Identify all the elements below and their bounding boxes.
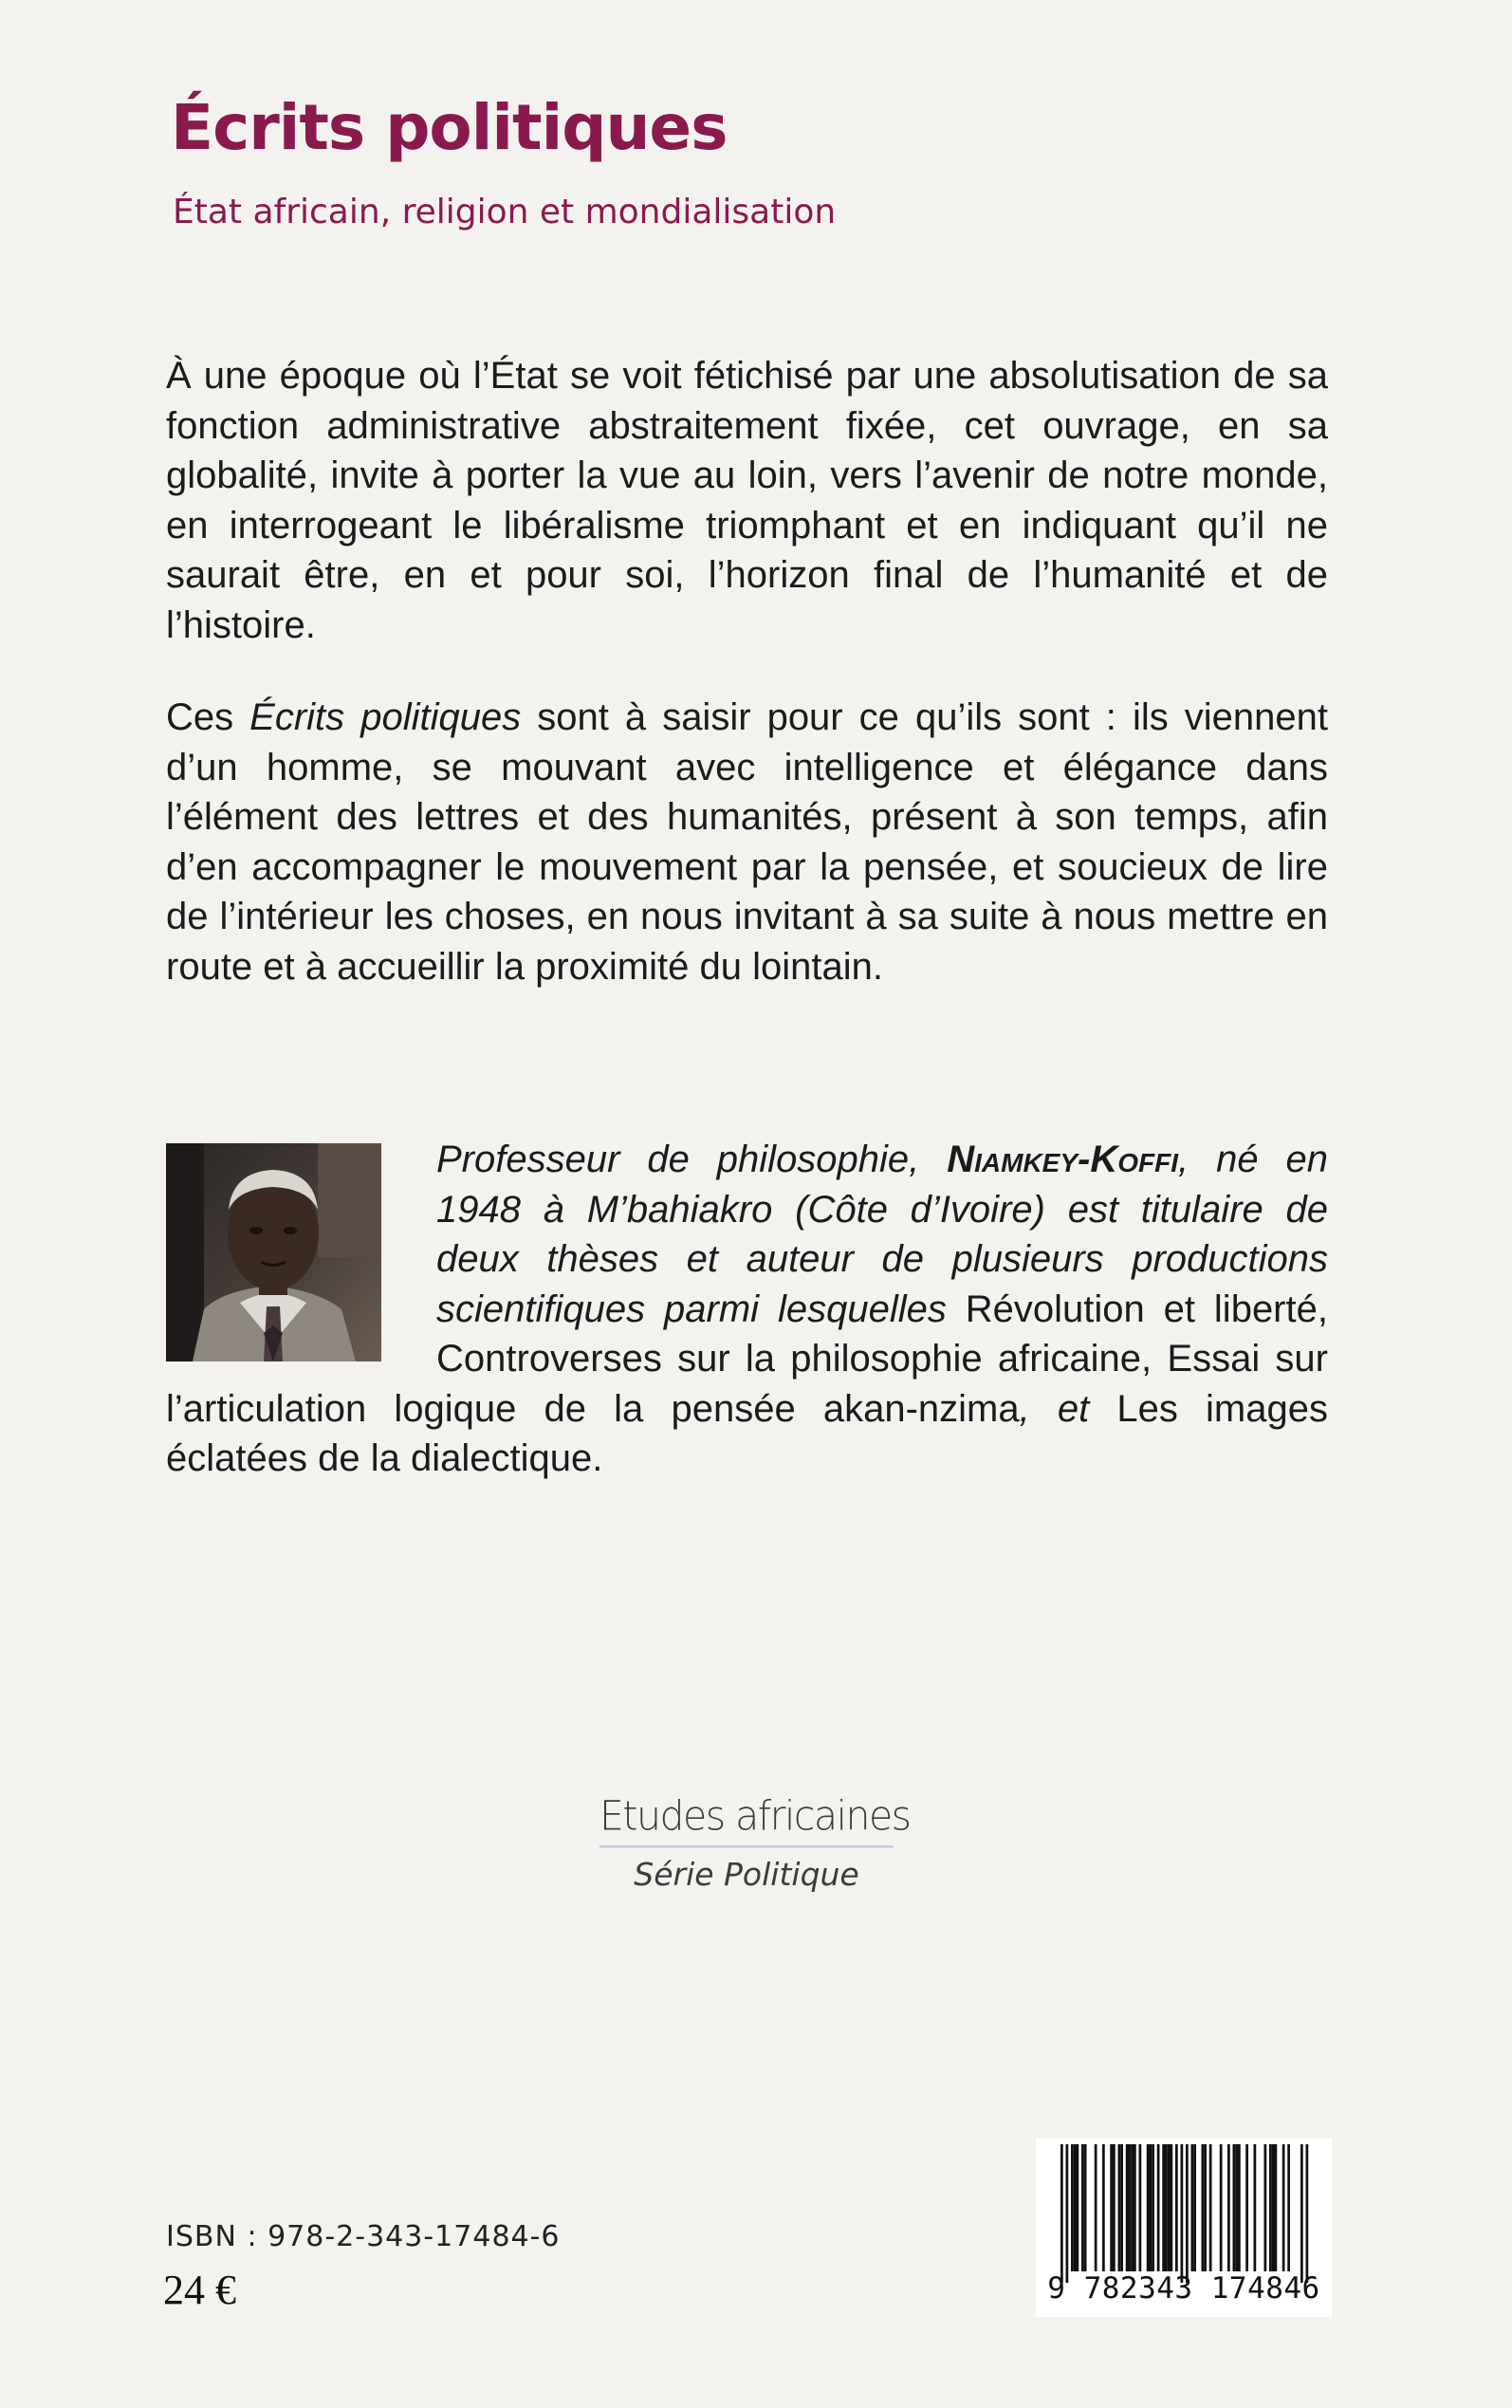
barcode-bar [1191, 2144, 1194, 2271]
barcode-bar [1306, 2144, 1309, 2283]
barcode-bar [1235, 2144, 1238, 2271]
barcode-bar [1060, 2144, 1063, 2283]
barcode-bar [1113, 2144, 1116, 2271]
series-name: Etudes africaines [599, 1792, 894, 1848]
author-name: Niamkey-Koffi [947, 1139, 1179, 1180]
work-title-4: Les images éclatées de la dialectique [166, 1387, 1328, 1479]
barcode-bar [1102, 2144, 1105, 2271]
bio-middle: , né en 1948 à M’bahiakro (Côte d’Ivoire) est titulaire de deux thèses et auteur de plusieurs productions scientifiques parmi lesquelles [436, 1139, 1329, 1330]
summary-paragraph-2 [166, 693, 1328, 991]
barcode-bar [1181, 2144, 1184, 2283]
series-subtitle: Série Politique [634, 1856, 859, 1893]
barcode-bar [1074, 2144, 1077, 2271]
barcode-bar [1264, 2144, 1267, 2271]
barcode-bar [1120, 2144, 1123, 2271]
barcode-bar [1227, 2144, 1230, 2271]
barcode-bar [1077, 2144, 1079, 2271]
barcode-bar [1269, 2144, 1272, 2271]
book-title: Écrits politiques [171, 91, 728, 164]
summary-paragraph-1: À une époque où l’État se voit fétichisé par une absolutisation de sa fonction administrative abstraitement fixée, cet ouvrage, en sa globalité, invite à porter la vue au loin, vers l’avenir de notre monde, en interrogeant le libéralisme triomphant et en indiquant qu’il ne saurait être, en et pour soi, l’horizon final de l’humanité et de l’histoire. [166, 355, 1328, 646]
barcode-bar [1282, 2144, 1285, 2271]
barcode-bar [1131, 2144, 1134, 2271]
barcode-bar [1204, 2144, 1207, 2271]
barcode-bar [1254, 2144, 1257, 2271]
barcode-bar [1157, 2144, 1160, 2271]
barcode-bar [1245, 2144, 1248, 2271]
barcode-bar [1147, 2144, 1150, 2271]
work-title-2: Controverses sur la philosophie africaine [436, 1338, 1142, 1380]
barcode-digits: 9 782343 174846 [1047, 2271, 1320, 2306]
barcode-bar [1186, 2144, 1189, 2283]
barcode [1036, 2139, 1332, 2317]
barcode-bar [1084, 2144, 1087, 2271]
work-title-3: Essai sur l’articulation logique de la pensée akan-nzima [166, 1338, 1328, 1430]
barcode-bar [1126, 2144, 1129, 2271]
summary-paragraph-2-lead: Ces [166, 696, 250, 738]
barcode-bar [1272, 2144, 1275, 2271]
barcode-bar [1139, 2144, 1142, 2271]
barcode-bar [1171, 2144, 1173, 2271]
bio-intro: Professeur de philosophie, [436, 1139, 948, 1180]
barcode-bar [1300, 2144, 1303, 2283]
barcode-bar [1152, 2144, 1154, 2271]
price-label: 24 € [163, 2267, 236, 2313]
barcode-bar [1150, 2144, 1152, 2271]
barcode-bar [1175, 2144, 1178, 2271]
barcode-bar [1287, 2144, 1290, 2271]
series-block [599, 1791, 911, 1893]
summary-paragraph-2-rest: sont à saisir pour ce qu’ils sont : ils viennent d’un homme, se mouvant avec intelligence et élégance dans l’élément des lettres et des humanités, présent à son temps, afin d’en accompagner le mouvement par la pensée, et soucieux de lire de l’intérieur les choses, en nous invitant à sa suite à nous mettre en route et à accueillir la proximité du lointain. [166, 696, 1328, 988]
bio-separator-3: , et [1019, 1387, 1117, 1430]
barcode-bar [1066, 2144, 1069, 2283]
isbn-label: ISBN : 978-2-343-17484-6 [166, 2220, 561, 2253]
barcode-bar [1238, 2144, 1241, 2271]
barcode-bar [1220, 2144, 1223, 2271]
author-bio [166, 1135, 1328, 1484]
book-subtitle: État africain, religion et mondialisation [173, 193, 837, 232]
barcode-bar [1202, 2144, 1205, 2271]
barcode-bar [1071, 2144, 1074, 2271]
bio-separator-2: , [1141, 1338, 1168, 1380]
summary-title-reference: Écrits politiques [249, 696, 522, 738]
barcode-bar [1162, 2144, 1165, 2271]
barcode-bar [1081, 2144, 1084, 2271]
barcode-bar [1193, 2144, 1196, 2271]
work-title-1: Révolution et liberté [965, 1287, 1318, 1330]
bio-end: . [592, 1437, 603, 1479]
barcode-bar [1118, 2144, 1121, 2271]
barcode-bar [1168, 2144, 1171, 2271]
barcode-bar [1129, 2144, 1132, 2271]
barcode-bar [1134, 2144, 1136, 2271]
bio-separator-1: , [1317, 1287, 1328, 1330]
barcode-bar [1110, 2144, 1113, 2271]
barcode-bar [1095, 2144, 1097, 2271]
photo-spacer [166, 1135, 436, 1383]
barcode-bar [1209, 2144, 1212, 2271]
barcode-bar [1233, 2144, 1236, 2271]
barcode-bar [1275, 2144, 1278, 2271]
barcode-bar [1165, 2144, 1168, 2271]
